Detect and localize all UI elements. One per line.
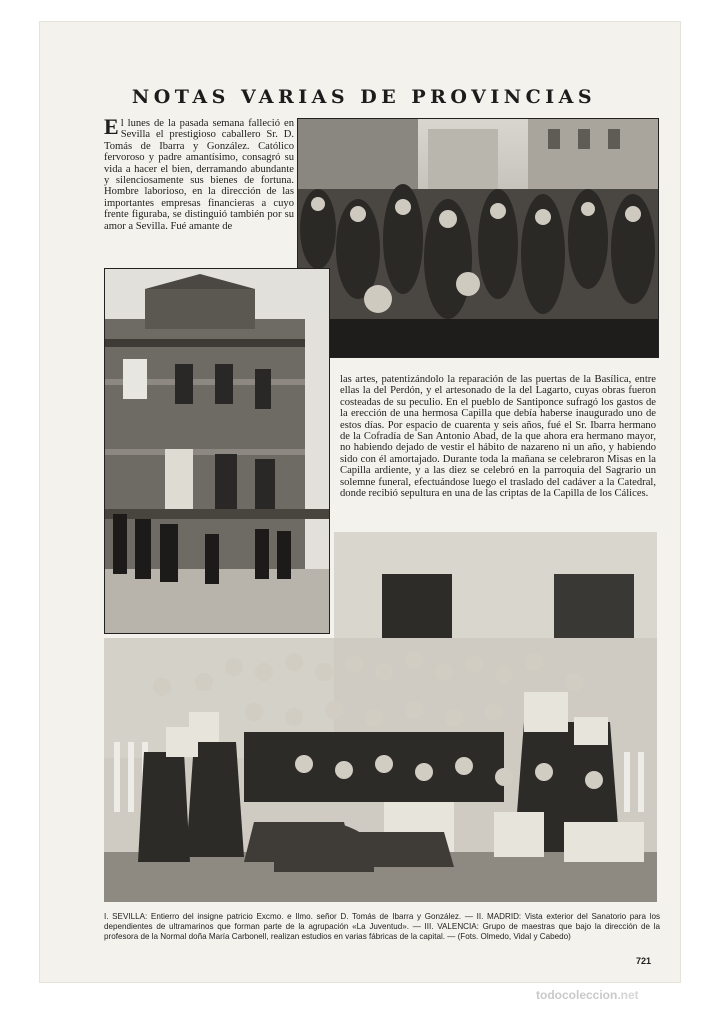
watermark: [536, 988, 639, 1002]
page-number: 721: [636, 956, 652, 966]
watermark-domain: .net: [617, 988, 639, 1002]
photo-caption: I. SEVILLA: Entierro del insigne patricio Excmo. e Ilmo. señor D. Tomás de Ibarra y González. — II. MADRID: Vista exterior del Sanatorio para los dependientes de ultramarinos que forman parte de la agrupación «La Juventud». — III. VALENCIA: Grupo de maestras que bajo la dirección de la profesora de la Normal doña María Carbonell, realizan estudios en varias fábricas de la capital. — (Fots. Olmedo, Vidal y Cabedo): [104, 912, 660, 942]
photo-funeral-procession: [297, 118, 659, 358]
teachers-group-illustration: [104, 532, 657, 902]
article-intro-column: El lunes de la pasada semana falleció en Sevilla el prestigioso caballero Sr. D. Tomás de Ibarra y González. Católico fervoroso y padre amantísimo, consagró su vida a hacer el bien, derramando abundante y silenciosamente sus bienes de fortuna. Hombre laborioso, en la dirección de las importantes empresas financieras a cuyo frente figuraba, se distinguió también por su amor a Sevilla. Fué amante de: [104, 114, 294, 232]
watermark-brand: todocoleccion: [536, 988, 618, 1002]
article-continuation-column: las artes, patentizándolo la reparación de las puertas de la Basílica, entre ellas la del Perdón, y el artesonado de la del Lagarto, cuyas obras fueron costeadas de su peculio. En el pueblo de Santiponce sufragó los gastos de la erección de una hermosa Capilla que debía haberse inaugurado uno de estos días. Por espacio de cuarenta y seis años, fué el Sr. Ibarra hermano de la Cofradía de San Antonio Abad, de la que ahora era hermano mayor, no habiendo dejado de vestir el hábito de nazareno ni un año, y habiendo sido con él amortajado. Durante toda la mañana se celebraron Misas en la Capilla ardiente, y a las diez se celebró en la parroquia del Sagrario un solemne funeral, efectuándose luego el traslado del cadáver a la Catedral, donde recibió sepultura en una de las criptas de la Capilla de los Cálices.: [340, 374, 656, 500]
photo-teachers-group: [104, 532, 657, 902]
funeral-crowd-illustration: [298, 119, 658, 357]
page-title: NOTAS VARIAS DE PROVINCIAS: [131, 86, 597, 108]
